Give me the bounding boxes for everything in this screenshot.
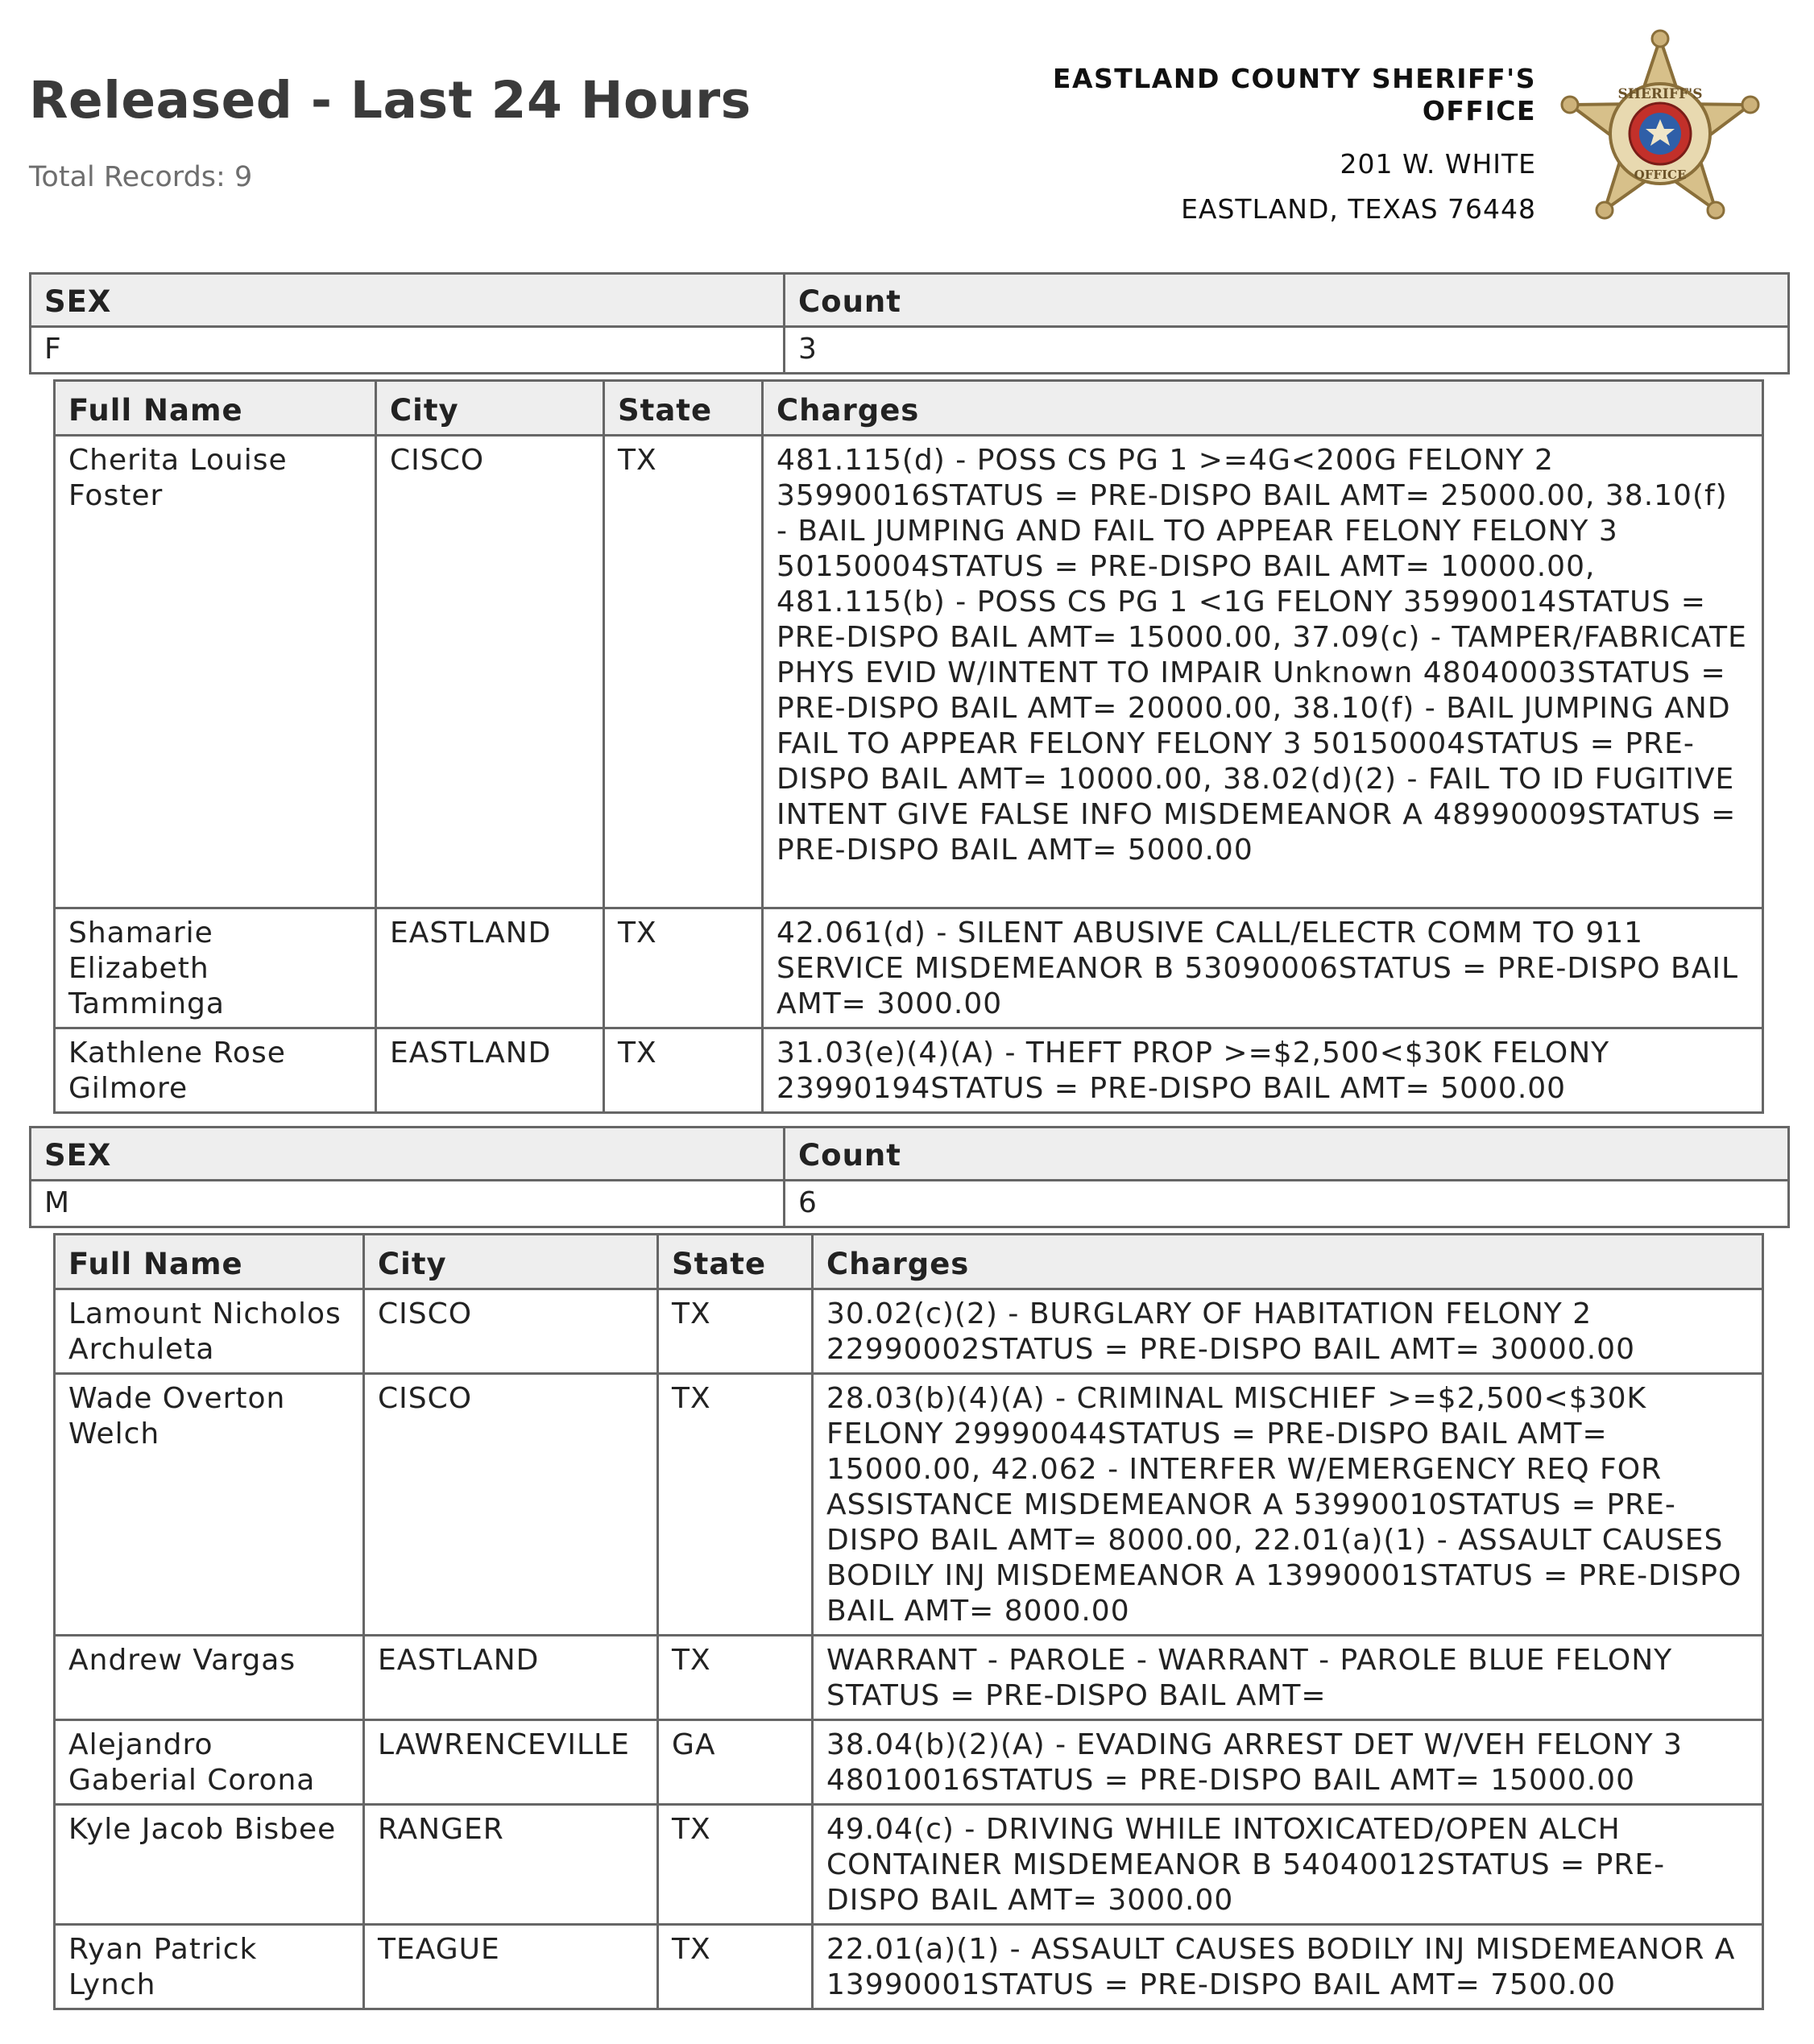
count-value: 3 [785,327,1789,374]
charges-cell: 30.02(c)(2) - BURGLARY OF HABITATION FELONY 2 22990002STATUS = PRE-DISPO BAIL AMT= 30000.00 [813,1289,1763,1374]
city-cell: EASTLAND [364,1636,658,1720]
count-value: 6 [785,1181,1789,1227]
charges-cell: 28.03(b)(4)(A) - CRIMINAL MISCHIEF >=$2,500<$30K FELONY 29990044STATUS = PRE-DISPO BAIL AMT= 15000.00, 42.062 - INTERFER W/EMERGENCY REQ FOR ASSISTANCE MISDEMEANOR A 53990010STATUS = PRE-DISPO BAIL AMT= 8000.00, 22.01(a)(1) - ASSAULT CAUSES BODILY INJ MISDEMEANOR A 13990001STATUS = PRE-DISPO BAIL AMT= 8000.00 [813,1374,1763,1636]
city-cell: CISCO [376,436,604,908]
full-name-cell: Alejandro Gaberial Corona [55,1720,364,1805]
city-cell: RANGER [364,1805,658,1925]
count-column-header: Count [785,1128,1789,1181]
city-column-header: City [376,381,604,436]
sex-column-header: SEX [31,1128,785,1181]
table-row [55,908,1763,1028]
state-cell: TX [604,1028,763,1113]
state-column-header: State [658,1235,813,1289]
state-cell: TX [658,1636,813,1720]
table-row [55,1805,1763,1925]
full-name-column-header: Full Name [55,1235,364,1289]
full-name-cell: Kyle Jacob Bisbee [55,1805,364,1925]
charges-column-header: Charges [813,1235,1763,1289]
table-row [55,1374,1763,1636]
charges-cell: 38.04(b)(2)(A) - EVADING ARREST DET W/VEH FELONY 3 48010016STATUS = PRE-DISPO BAIL AMT= 15000.00 [813,1720,1763,1805]
agency-name [924,63,1536,127]
sex-value: F [31,327,785,374]
table-row [55,1925,1763,2009]
sex-group-header-row [31,1128,1789,1181]
charges-cell: 42.061(d) - SILENT ABUSIVE CALL/ELECTR COMM TO 911 SERVICE MISDEMEANOR B 53090006STATUS = PRE-DISPO BAIL AMT= 3000.00 [763,908,1763,1028]
records-table-m [53,1233,1764,2010]
state-cell: TX [658,1805,813,1925]
full-name-column-header: Full Name [55,381,376,436]
city-cell: TEAGUE [364,1925,658,2009]
charges-cell: 481.115(d) - POSS CS PG 1 >=4G<200G FELONY 2 35990016STATUS = PRE-DISPO BAIL AMT= 25000.00, 38.10(f) - BAIL JUMPING AND FAIL TO APPEAR FELONY FELONY 3 50150004STATUS = PRE-DISPO BAIL AMT= 10000.00, 481.115(b) - POSS CS PG 1 <1G FELONY 35990014STATUS = PRE-DISPO BAIL AMT= 15000.00, 37.09(c) - TAMPER/FABRICATE PHYS EVID W/INTENT TO IMPAIR Unknown 48040003STATUS = PRE-DISPO BAIL AMT= 20000.00, 38.10(f) - BAIL JUMPING AND FAIL TO APPEAR FELONY FELONY 3 50150004STATUS = PRE-DISPO BAIL AMT= 10000.00, 38.02(d)(2) - FAIL TO ID FUGITIVE INTENT GIVE FALSE INFO MISDEMEANOR A 48990009STATUS = PRE-DISPO BAIL AMT= 5000.00 [763,436,1763,908]
city-cell: CISCO [364,1374,658,1636]
page-title: Released - Last 24 Hours [29,71,752,130]
records-table-f [53,379,1764,1114]
full-name-cell: Kathlene Rose Gilmore [55,1028,376,1113]
full-name-cell: Andrew Vargas [55,1636,364,1720]
table-row [55,1636,1763,1720]
sex-column-header: SEX [31,274,785,327]
agency-address-line2: EASTLAND, TEXAS 76448 [1181,193,1536,225]
table-row [55,436,1763,908]
sex-group-table-m [29,1126,1790,1228]
sex-value: M [31,1181,785,1227]
city-cell: EASTLAND [376,908,604,1028]
city-cell: CISCO [364,1289,658,1374]
state-cell: TX [604,436,763,908]
state-cell: TX [658,1374,813,1636]
table-row [55,1720,1763,1805]
charges-column-header: Charges [763,381,1763,436]
agency-name-line1: EASTLAND COUNTY SHERIFF'S [1052,63,1536,94]
agency-name-line2: OFFICE [1422,95,1536,126]
full-name-cell: Cherita Louise Foster [55,436,376,908]
state-cell: TX [658,1925,813,2009]
city-column-header: City [364,1235,658,1289]
state-column-header: State [604,381,763,436]
state-cell: TX [604,908,763,1028]
sex-group-table-f [29,272,1790,374]
full-name-cell: Shamarie Elizabeth Tamminga [55,908,376,1028]
charges-cell: 49.04(c) - DRIVING WHILE INTOXICATED/OPEN ALCH CONTAINER MISDEMEANOR B 54040012STATUS = PRE-DISPO BAIL AMT= 3000.00 [813,1805,1763,1925]
badge-text-bottom: OFFICE [1634,168,1687,182]
agency-address [924,142,1536,232]
charges-cell: 31.03(e)(4)(A) - THEFT PROP >=$2,500<$30K FELONY 23990194STATUS = PRE-DISPO BAIL AMT= 5000.00 [763,1028,1763,1113]
full-name-cell: Wade Overton Welch [55,1374,364,1636]
agency-block [924,63,1536,232]
table-row [55,1289,1763,1374]
table-row [55,1028,1763,1113]
sex-group-row [31,1181,1789,1227]
sex-group-row [31,327,1789,374]
full-name-cell: Lamount Nicholos Archuleta [55,1289,364,1374]
city-cell: EASTLAND [376,1028,604,1113]
state-cell: GA [658,1720,813,1805]
agency-address-line1: 201 W. WHITE [1340,148,1536,180]
charges-cell: WARRANT - PAROLE - WARRANT - PAROLE BLUE FELONY STATUS = PRE-DISPO BAIL AMT= [813,1636,1763,1720]
sheriff-star-badge-icon [1555,21,1766,246]
state-cell: TX [658,1289,813,1374]
full-name-cell: Ryan Patrick Lynch [55,1925,364,2009]
city-cell: LAWRENCEVILLE [364,1720,658,1805]
sex-group-header-row [31,274,1789,327]
badge-text-top: SHERIFF'S [1617,86,1703,102]
charges-cell: 22.01(a)(1) - ASSAULT CAUSES BODILY INJ MISDEMEANOR A 13990001STATUS = PRE-DISPO BAIL AMT= 7500.00 [813,1925,1763,2009]
records-header-row [55,1235,1763,1289]
total-records: Total Records: 9 [29,161,253,193]
count-column-header: Count [785,274,1789,327]
records-header-row [55,381,1763,436]
